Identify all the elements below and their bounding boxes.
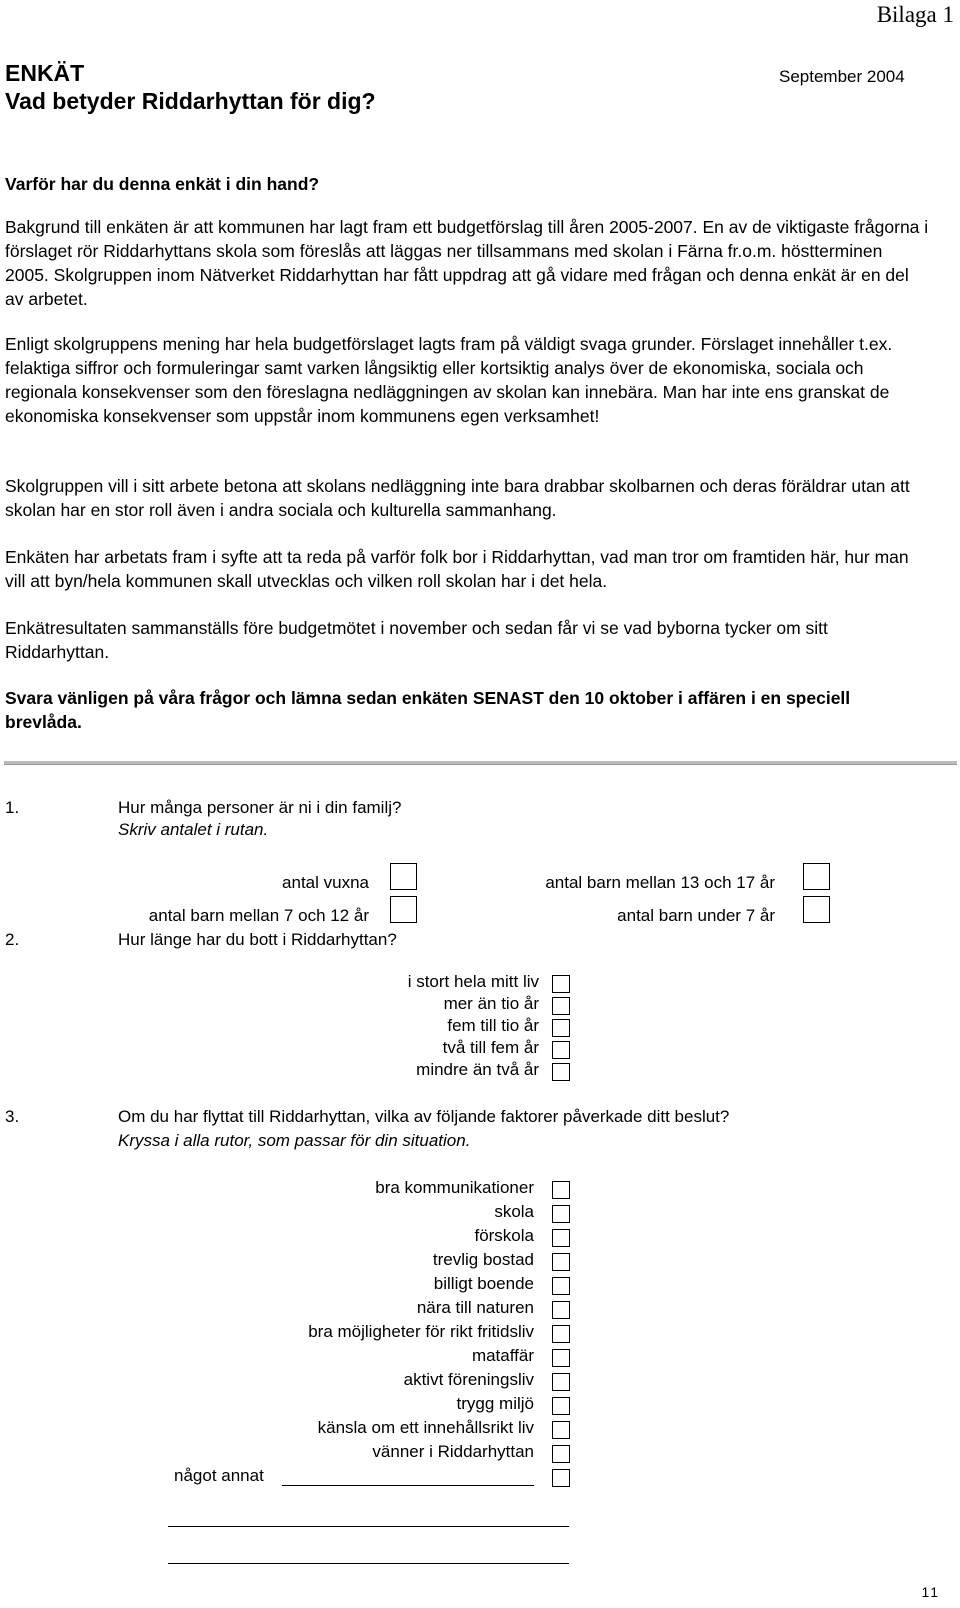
q1-text: Hur många personer är ni i din familj? — [118, 798, 402, 817]
q3-option-checkbox[interactable] — [552, 1277, 570, 1295]
q1-field-7-12-box[interactable] — [390, 896, 417, 923]
q1-instruction: Skriv antalet i rutan. — [118, 820, 269, 839]
q3-option-label: billigt boende — [433, 1274, 534, 1293]
q3-option-label: förskola — [474, 1226, 534, 1245]
q2-text: Hur länge har du bott i Riddarhyttan? — [118, 930, 397, 949]
q2-option-label: mer än tio år — [443, 994, 539, 1013]
page-number: 11 — [921, 1584, 940, 1600]
q3-option-label: bra möjligheter för rikt fritidsliv — [308, 1322, 534, 1341]
q3-option-checkbox[interactable] — [552, 1205, 570, 1223]
intro-paragraph-5: Enkätresultaten sammanställs före budgetmötet i november och sedan får vi se vad byborna tycker om sitt Riddarhyttan. — [5, 618, 828, 662]
q3-number: 3. — [5, 1107, 20, 1126]
survey-subtitle: Vad betyder Riddarhyttan för dig? — [5, 88, 376, 114]
q3-option-checkbox[interactable] — [552, 1253, 570, 1271]
q3-option-checkbox[interactable] — [552, 1301, 570, 1319]
q2-option-label: två till fem år — [442, 1038, 539, 1057]
q2-option-checkbox[interactable] — [552, 1019, 570, 1037]
intro-paragraph-1: Bakgrund till enkäten är att kommunen har lagt fram ett budgetförslag till åren 2005-2007. En av de viktigaste frågorna i förslaget rör Riddarhyttans skola som föreslås att läggas ner tillsammans med skolan i Färna fr.o.m. höstterminen 2005. Skolgruppen inom Nätverket Riddarhyttan har fått uppdrag att gå vidare med frågan och denna enkät är en del av arbetet. — [5, 217, 929, 309]
q3-option-label: trevlig bostad — [432, 1250, 534, 1269]
q3-other-extra-line[interactable] — [168, 1526, 569, 1527]
q3-option-checkbox[interactable] — [552, 1349, 570, 1367]
q2-option-label: i stort hela mitt liv — [407, 972, 539, 991]
q3-option-checkbox[interactable] — [552, 1373, 570, 1391]
q3-option-checkbox[interactable] — [552, 1229, 570, 1247]
q3-option-label: skola — [494, 1202, 534, 1221]
q2-number: 2. — [5, 930, 20, 949]
q1-field-adults-box[interactable] — [390, 863, 417, 890]
q2-option-checkbox[interactable] — [552, 1041, 570, 1059]
q3-option-label: mataffär — [471, 1346, 534, 1365]
survey-title: ENKÄT — [5, 60, 85, 86]
q1-field-under7-box[interactable] — [803, 896, 830, 923]
q3-other-input-line[interactable] — [282, 1485, 534, 1486]
q3-option-checkbox[interactable] — [552, 1397, 570, 1415]
q3-text: Om du har flyttat till Riddarhyttan, vilka av följande faktorer påverkade ditt beslut? — [118, 1107, 730, 1126]
q3-other-checkbox[interactable] — [552, 1469, 570, 1487]
section-divider — [4, 761, 957, 765]
q2-option-label: fem till tio år — [447, 1016, 539, 1035]
intro-deadline: Svara vänligen på våra frågor och lämna sedan enkäten SENAST den 10 oktober i affären i en speciell brevlåda. — [5, 688, 851, 732]
q1-field-adults-label: antal vuxna — [282, 873, 369, 892]
q3-option-label: känsla om ett innehållsrikt liv — [317, 1418, 534, 1437]
q3-option-checkbox[interactable] — [552, 1421, 570, 1439]
q3-option-checkbox[interactable] — [552, 1445, 570, 1463]
q1-field-13-17-box[interactable] — [803, 863, 830, 890]
q3-option-label: vänner i Riddarhyttan — [372, 1442, 534, 1461]
q2-option-checkbox[interactable] — [552, 1063, 570, 1081]
appendix-label: Bilaga 1 — [876, 2, 954, 27]
q3-option-label: aktivt föreningsliv — [403, 1370, 534, 1389]
q3-other-label: något annat — [174, 1466, 264, 1485]
q1-field-under7-label: antal barn under 7 år — [617, 906, 775, 925]
q3-option-label: trygg miljö — [456, 1394, 534, 1413]
q3-option-label: bra kommunikationer — [375, 1178, 534, 1197]
q2-option-checkbox[interactable] — [552, 975, 570, 993]
q1-field-7-12-label: antal barn mellan 7 och 12 år — [148, 906, 369, 925]
survey-date: September 2004 — [779, 67, 905, 86]
intro-paragraph-2: Enligt skolgruppens mening har hela budgetförslaget lagts fram på väldigt svaga grunder. Förslaget innehåller t.ex. felaktiga siffror och formuleringar samt varken långsiktig eller kortsiktig analys över de ekonomiska, sociala och regionala konsekvenser som den föreslagna nedläggningen av skolan kan innebära. Man har inte ens granskat de ekonomiska konsekvenser som uppstår inom kommunens egen verksamhet! — [5, 334, 893, 426]
q3-other-extra-line[interactable] — [168, 1563, 569, 1564]
q3-option-checkbox[interactable] — [552, 1181, 570, 1199]
q3-instruction: Kryssa i alla rutor, som passar för din situation. — [118, 1131, 471, 1150]
q1-number: 1. — [5, 798, 20, 817]
intro-paragraph-3: Skolgruppen vill i sitt arbete betona att skolans nedläggning inte bara drabbar skolbarnen och deras föräldrar utan att skolan har en stor roll även i andra sociala och kulturella sammanhang. — [5, 476, 910, 520]
q2-option-checkbox[interactable] — [552, 997, 570, 1015]
intro-paragraph-4: Enkäten har arbetats fram i syfte att ta reda på varför folk bor i Riddarhyttan, vad man tror om framtiden här, hur man vill att byn/hela kommunen skall utvecklas och vilken roll skolan har i det hela. — [5, 547, 909, 591]
q3-option-checkbox[interactable] — [552, 1325, 570, 1343]
q1-field-13-17-label: antal barn mellan 13 och 17 år — [545, 873, 775, 892]
intro-heading: Varför har du denna enkät i din hand? — [5, 174, 320, 194]
q3-option-label: nära till naturen — [416, 1298, 534, 1317]
q2-option-label: mindre än två år — [416, 1060, 539, 1079]
